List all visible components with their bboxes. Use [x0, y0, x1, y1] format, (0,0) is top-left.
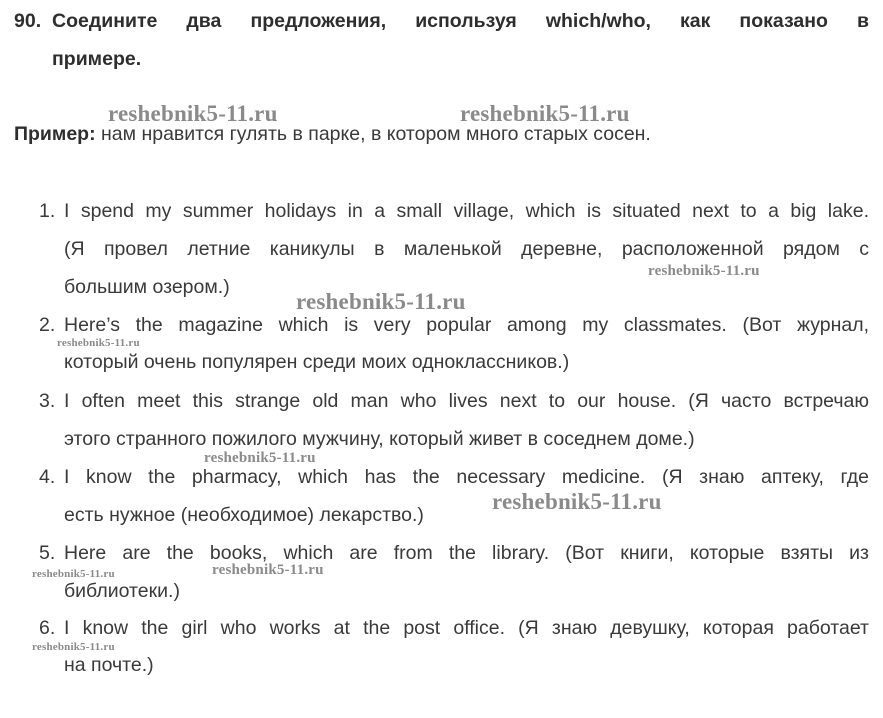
- item-number: 4.: [39, 466, 56, 488]
- example-label: Пример:: [14, 123, 96, 145]
- item-2-line-1: Here’s the magazine which is very popular among my classmates. (Вот журнал,: [64, 314, 869, 336]
- item-5-line-1: Here are the books, which are from the library. (Вот книги, которые взяты из: [64, 542, 869, 564]
- item-number: 1.: [39, 200, 56, 222]
- item-number: 2.: [39, 314, 56, 336]
- item-3-line-1: I often meet this strange old man who lives next to our house. (Я часто встречаю: [64, 390, 869, 412]
- watermark: reshebnik5-11.ru: [32, 568, 115, 580]
- watermark: reshebnik5-11.ru: [492, 489, 662, 514]
- item-1-line-1: I spend my summer holidays in a small village, which is situated next to a big lake.: [64, 200, 869, 222]
- example-text: нам нравится гулять в парке, в котором много старых сосен.: [101, 123, 651, 145]
- watermark: reshebnik5-11.ru: [648, 263, 760, 279]
- task-number: 90.: [14, 10, 42, 32]
- watermark: reshebnik5-11.ru: [460, 101, 630, 126]
- watermark: reshebnik5-11.ru: [32, 641, 115, 653]
- item-1-line-3: большим озером.): [64, 276, 230, 298]
- item-number: 6.: [39, 617, 56, 639]
- item-2-line-2: который очень популярен среди моих одноклассников.): [64, 351, 570, 373]
- item-number: 5.: [39, 542, 56, 564]
- item-5-line-2: библиотеки.): [64, 580, 180, 602]
- item-number: 3.: [39, 390, 56, 412]
- item-4-line-1: I know the pharmacy, which has the necessary medicine. (Я знаю аптеку, где: [64, 466, 869, 488]
- item-1-line-2: (Я провел летние каникулы в маленькой деревне, расположенной рядом с: [64, 238, 869, 260]
- watermark: reshebnik5-11.ru: [204, 450, 316, 466]
- item-4-line-2: есть нужное (необходимое) лекарство.): [64, 504, 424, 526]
- example-line: [14, 122, 651, 146]
- watermark: reshebnik5-11.ru: [212, 562, 324, 578]
- watermark: reshebnik5-11.ru: [108, 101, 278, 126]
- task-title-line-2: примере.: [52, 48, 142, 70]
- task-title-line-1: Соедините два предложения, используя which/who, как показано в: [52, 10, 869, 32]
- item-3-line-2: этого странного пожилого мужчину, который живет в соседнем доме.): [64, 428, 695, 450]
- watermark: reshebnik5-11.ru: [57, 337, 140, 349]
- item-6-line-2: на почте.): [64, 654, 154, 676]
- item-6-line-1: I know the girl who works at the post office. (Я знаю девушку, которая работает: [64, 617, 869, 639]
- watermark: reshebnik5-11.ru: [296, 289, 466, 314]
